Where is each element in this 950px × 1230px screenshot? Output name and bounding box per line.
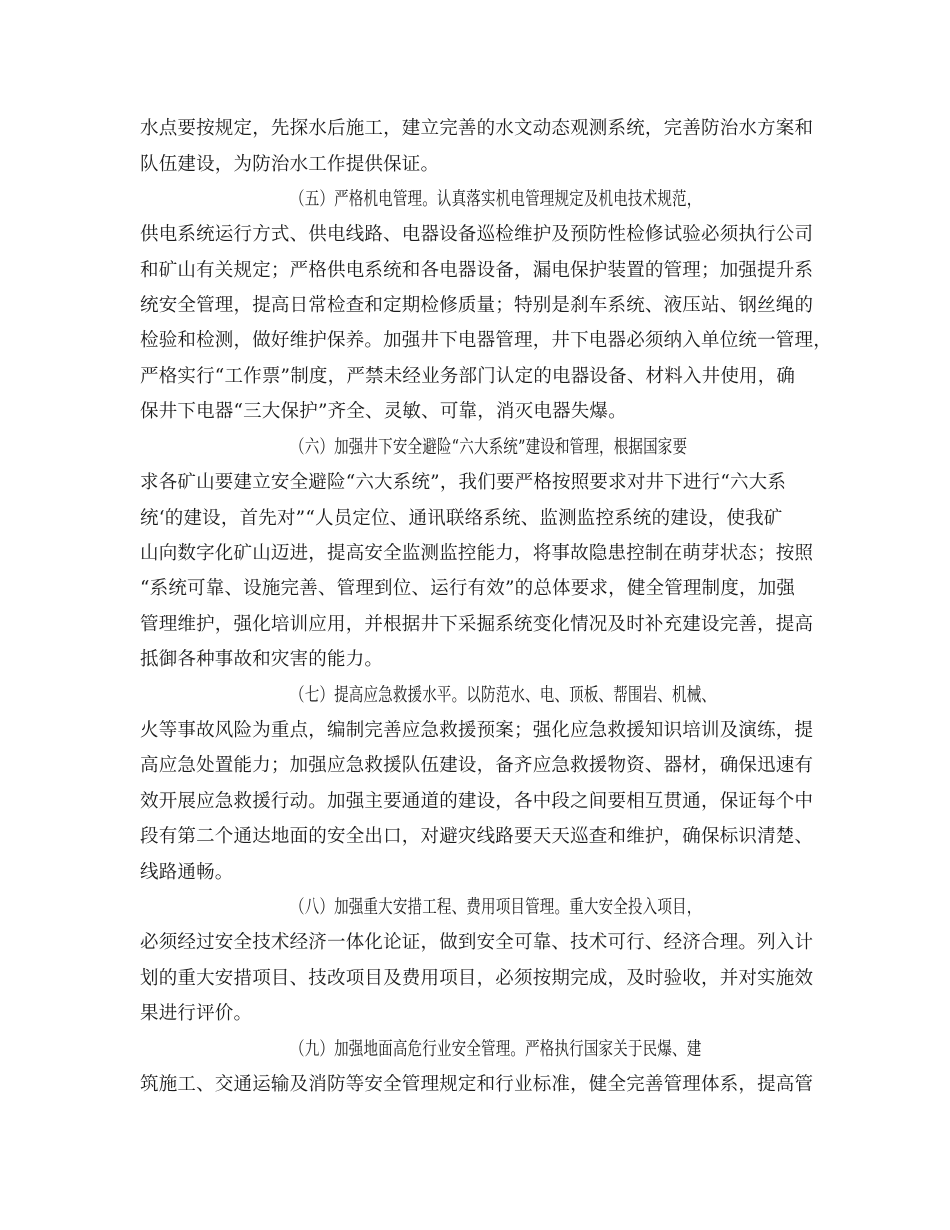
text-line: 统安全管理，提高日常检查和定期检修质量；特别是刹车系统、液压站、钢丝绳的: [140, 295, 814, 316]
text-line: 线路通畅。: [140, 862, 234, 883]
text-line: 求各矿山要建立安全避险“六大系统”，我们要严格按照要求对井下进行“六大系: [140, 472, 787, 493]
text-line: 水点要按规定，先探水后施工，建立完善的水文动态观测系统，完善防治水方案和: [140, 118, 814, 139]
text-line: 和矿山有关规定；严格供电系统和各电器设备，漏电保护装置的管理；加强提升系: [140, 260, 814, 281]
text-line: 管理维护，强化培训应用，并根据井下采掘系统变化情况及时补充建设完善，提高: [140, 614, 814, 635]
text-line: 必须经过安全技术经济一体化论证，做到安全可靠、技术可行、经济合理。列入计: [140, 932, 814, 953]
text-line: 保井下电器“三大保护”齐全、灵敏、可靠，消灭电器失爆。: [140, 401, 627, 422]
text-line: 统‘的建设，首先对”“人员定位、通讯联络系统、监测监控系统的建设，使我矿: [140, 508, 783, 529]
text-line: 山向数字化矿山迈进，提高安全监测监控能力，将事故隐患控制在萌芽状态；按照: [140, 543, 814, 564]
text-line: “系统可靠、设施完善、管理到位、运行有效”的总体要求，健全管理制度，加强: [140, 578, 796, 599]
text-line: 严格实行“工作票”制度，严禁未经业务部门认定的电器设备、材料入井使用，确: [140, 366, 796, 387]
paragraph-heading-9: （九）加强地面高危行业安全管理。严格执行国家关于民爆、建: [290, 1039, 702, 1060]
paragraph-heading-5: （五）严格机电管理。认真落实机电管理规定及机电技术规范，: [290, 189, 702, 210]
text-line: 划的重大安措项目、技改项目及费用项目，必须按期完成，及时验收，并对实施效: [140, 968, 814, 989]
text-line: 火等事故风险为重点，编制完善应急救援预案；强化应急救援知识培训及演练，提: [140, 720, 814, 741]
text-line: 筑施工、交通运输及消防等安全管理规定和行业标准，健全完善管理体系，提高管: [140, 1074, 814, 1095]
text-line: 果进行评价。: [140, 1003, 253, 1024]
paragraph-heading-6: （六）加强井下安全避险“六大系统”建设和管理，根据国家要: [290, 437, 688, 458]
text-line: 队伍建设，为防治水工作提供保证。: [140, 154, 440, 175]
text-line: 段有第二个通达地面的安全出口，对避灾线路要天天巡查和维护，确保标识清楚、: [140, 826, 814, 847]
paragraph-heading-8: （八）加强重大安措工程、费用项目管理。重大安全投入项目，: [290, 897, 702, 918]
text-line: 高应急处置能力；加强应急救援队伍建设，备齐应急救援物资、器材，确保迅速有: [140, 755, 814, 776]
text-line: 检验和检测，做好维护保养。加强井下电器管理，井下电器必须纳入单位统一管理，: [140, 330, 832, 351]
text-line: 供电系统运行方式、供电线路、电器设备巡检维护及预防性检修试验必须执行公司: [140, 224, 814, 245]
text-line: 抵御各种事故和灾害的能力。: [140, 649, 384, 670]
text-line: 效开展应急救援行动。加强主要通道的建设，各中段之间要相互贯通，保证每个中: [140, 791, 814, 812]
paragraph-heading-7: （七）提高应急救援水平。以防范水、电、顶板、帮围岩、机械、: [290, 685, 717, 706]
